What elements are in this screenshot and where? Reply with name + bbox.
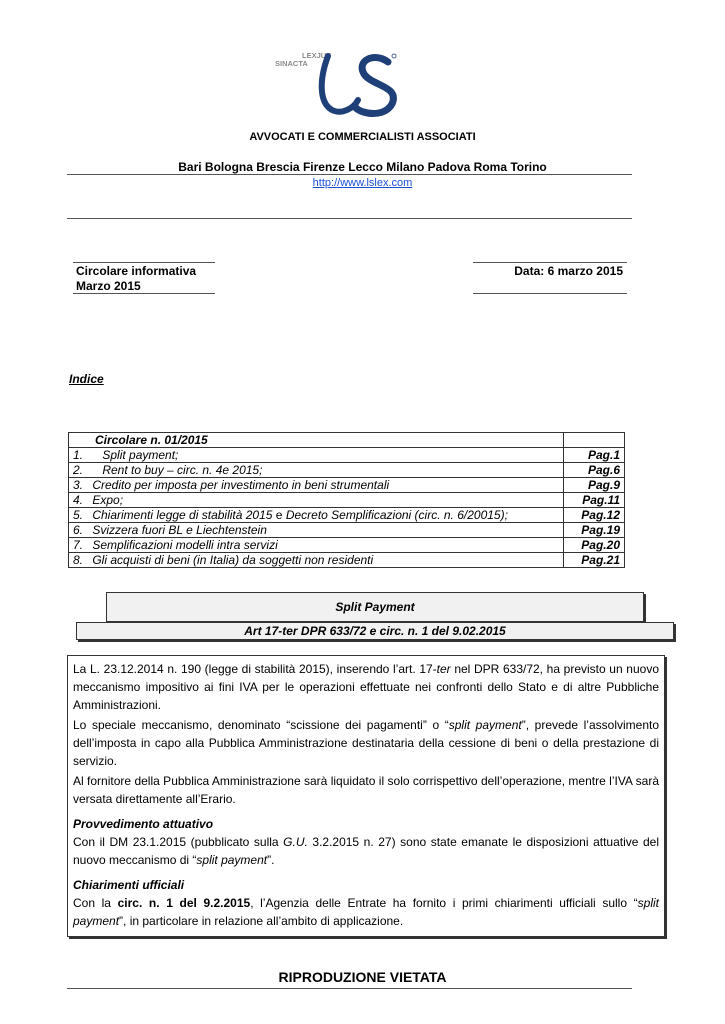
index-row-page: Pag.9 xyxy=(564,478,625,493)
logo-s-stroke xyxy=(356,58,393,114)
index-row-page: Pag.1 xyxy=(564,448,625,463)
website-link[interactable]: http://www.lslex.com xyxy=(312,177,413,189)
divider xyxy=(67,988,632,989)
index-table xyxy=(68,432,625,568)
index-row-number: 4. xyxy=(73,493,84,507)
index-row-text: Svizzera fuori BL e Liechtenstein xyxy=(92,523,267,537)
logo-l-stroke xyxy=(322,56,358,112)
index-row[interactable] xyxy=(69,493,625,508)
index-row-number: 6. xyxy=(73,523,84,537)
index-row[interactable] xyxy=(69,463,625,478)
index-row-page: Pag.21 xyxy=(564,553,625,568)
circular-date: Data: 6 marzo 2015 xyxy=(514,264,623,278)
index-row-page: Pag.11 xyxy=(564,493,625,508)
index-row[interactable] xyxy=(69,448,625,463)
paragraph: Con il DM 23.1.2015 (pubblicato sulla G.U. 3.2.2015 n. 27) sono state emanate le disposizioni attuative del nuovo meccanismo di “split payment”. xyxy=(73,835,660,867)
body-text-box xyxy=(67,655,665,937)
index-row[interactable] xyxy=(69,508,625,523)
index-row-page: Pag.20 xyxy=(564,538,625,553)
index-header-row xyxy=(69,433,625,448)
lexjus-sinacta-logo xyxy=(270,42,410,120)
index-row-number: 1. xyxy=(73,448,84,462)
index-row-page: Pag.12 xyxy=(564,508,625,523)
index-row[interactable] xyxy=(69,553,625,568)
index-row-text: Gli acquisti di beni (in Italia) da soggetti non residenti xyxy=(92,553,374,567)
paragraph: Al fornitore della Pubblica Amministrazione sarà liquidato il solo corrispettivo dell’operazione, mentre l’IVA sarà versata direttamente all’Erario. xyxy=(73,774,659,806)
subheading-chiarimenti: Chiarimenti ufficiali xyxy=(73,878,185,892)
logo-text-sinacta: SINACTA xyxy=(275,59,308,68)
paragraph: Con la circ. n. 1 del 9.2.2015, l’Agenzia delle Entrate ha fornito i primi chiarimenti ufficiali sullo “split payment”, in particolare in relazione all’ambito di applicazione. xyxy=(73,896,659,928)
index-row-number: 2. xyxy=(73,463,84,477)
divider xyxy=(73,293,215,294)
index-row-page: Pag.19 xyxy=(564,523,625,538)
section-subtitle: Art 17-ter DPR 633/72 e circ. n. 1 del 9.02.2015 xyxy=(76,622,674,640)
index-row-text: Expo; xyxy=(92,493,124,507)
index-row-number: 5. xyxy=(73,508,84,522)
index-row-number: 7. xyxy=(73,538,84,552)
index-row-number: 3. xyxy=(73,478,84,492)
circular-title: Circolare informativa xyxy=(76,264,197,278)
index-row-text: Chiarimenti legge di stabilità 2015 xyxy=(92,508,273,522)
divider xyxy=(67,174,632,175)
divider xyxy=(67,218,632,219)
circular-info xyxy=(76,264,196,294)
index-row[interactable] xyxy=(69,523,625,538)
index-row-text: Semplificazioni modelli intra servizi xyxy=(92,538,278,552)
circular-month: Marzo 2015 xyxy=(76,279,141,293)
subheading-provvedimento: Provvedimento attuativo xyxy=(73,817,214,831)
index-row-text: Credito per imposta per investimento in beni strumentali xyxy=(92,478,390,492)
office-cities: Bari Bologna Brescia Firenze Lecco Milano Padova Roma Torino xyxy=(178,160,547,174)
paragraph: La L. 23.12.2014 n. 190 (legge di stabilità 2015), inserendo l’art. 17-ter nel DPR 633/72, ha previsto un nuovo meccanismo impositivo ai fini IVA per le operazioni effettuate nei confronti dello Stato e di altre Pubbliche Amministrazioni. xyxy=(73,662,659,712)
index-row[interactable] xyxy=(69,478,625,493)
index-row-conjunction: e xyxy=(275,508,283,522)
firm-tagline: AVVOCATI E COMMERCIALISTI ASSOCIATI xyxy=(249,131,476,143)
index-heading: Indice xyxy=(69,372,104,386)
index-header-page xyxy=(564,433,625,448)
index-row-number: 8. xyxy=(73,553,84,567)
index-row-text: Split payment; xyxy=(102,448,179,462)
section-title: Split Payment xyxy=(106,592,644,622)
index-row-page: Pag.6 xyxy=(564,463,625,478)
divider xyxy=(473,293,627,294)
index-header: Circolare n. 01/2015 xyxy=(69,433,564,448)
registered-mark-icon xyxy=(392,54,396,58)
divider xyxy=(73,262,215,263)
index-row[interactable] xyxy=(69,538,625,553)
paragraph: Lo speciale meccanismo, denominato “scissione dei pagamenti” o “split payment”, prevede l’assolvimento dell’imposta in capo alla Pubblica Amministrazione destinataria della cessione di beni o della prestazione di servizio. xyxy=(73,718,659,768)
footer-notice: RIPRODUZIONE VIETATA xyxy=(278,969,447,985)
divider xyxy=(473,262,627,263)
index-row-text: Rent to buy – circ. n. 4e 2015; xyxy=(102,463,263,477)
logo-text-lexjus: LEXJUS xyxy=(302,51,332,60)
index-row-text-2: Decreto Semplificazioni (circ. n. 6/20015); xyxy=(285,508,508,522)
